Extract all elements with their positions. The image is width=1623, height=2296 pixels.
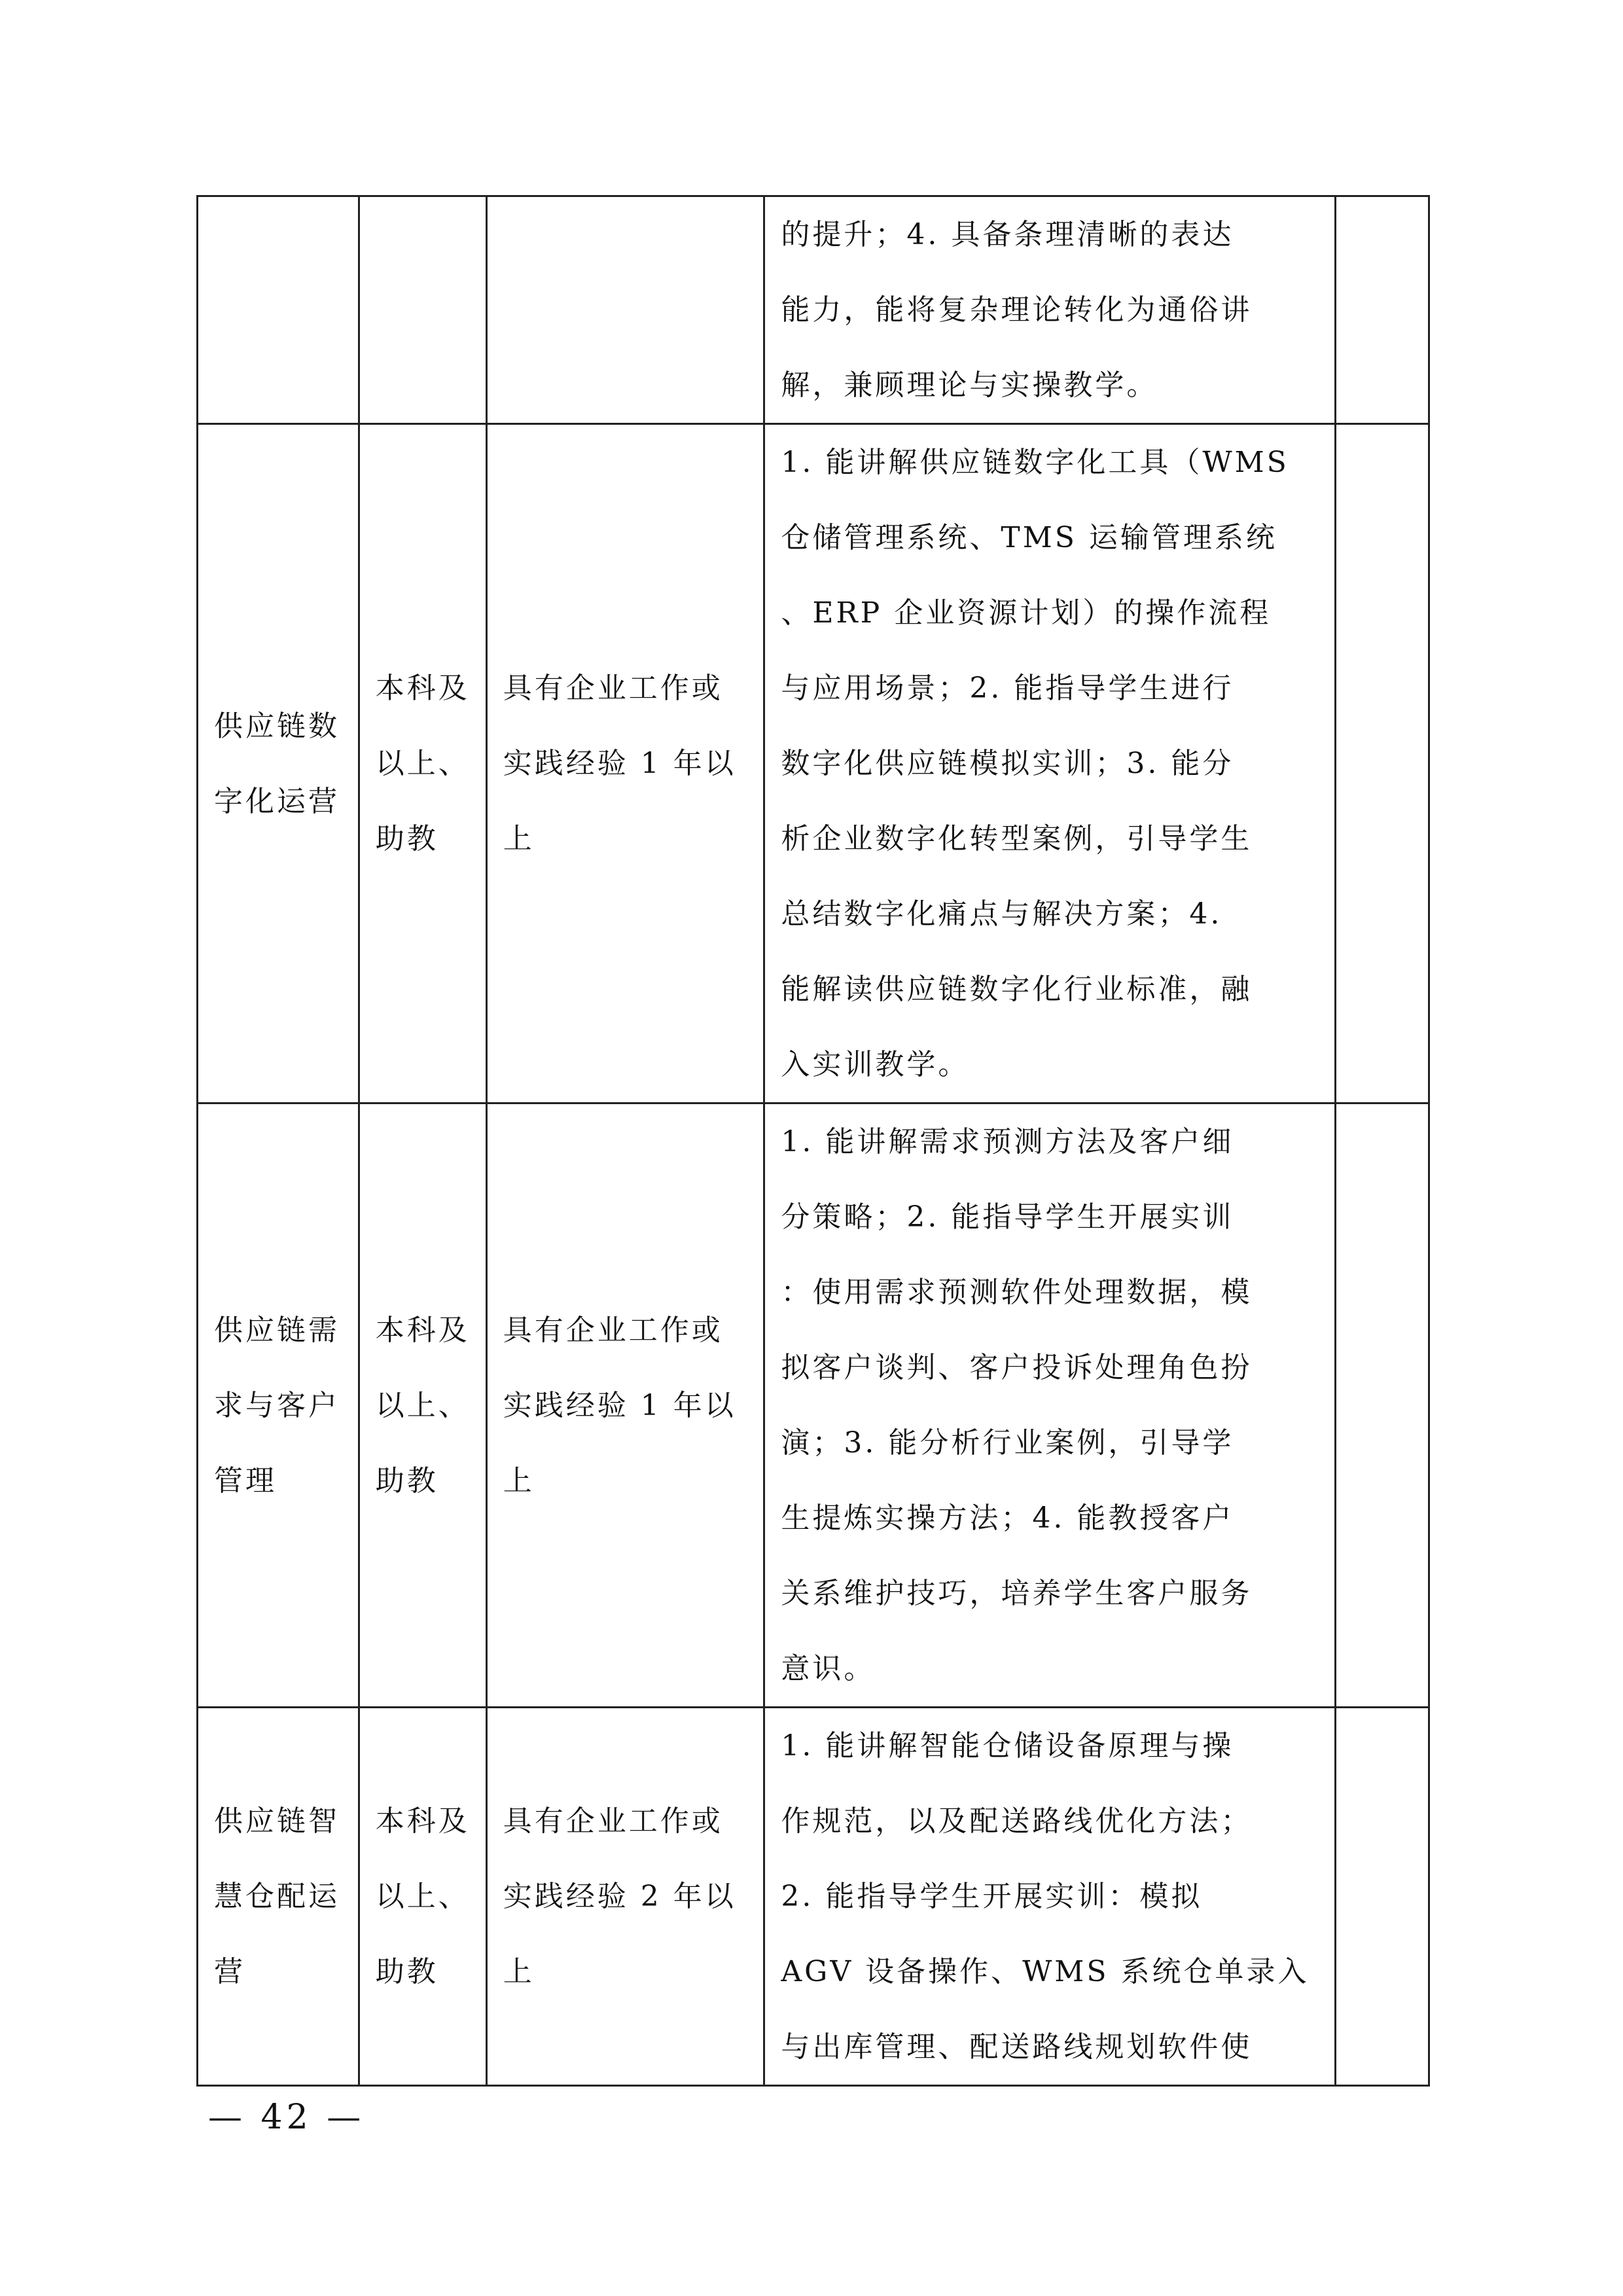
category-cell [198,1708,359,2086]
cell-text-line: 与应用场景；2. 能指导学生进行 [781,672,1234,705]
education-cell [359,424,486,1103]
cell-text-line: 2. 能指导学生开展实训：模拟 [781,1880,1203,1913]
cell-text-line: 与出库管理、配送路线规划软件使 [781,2030,1253,2064]
category-cell [198,424,359,1103]
cell-text-line: 以上、 [375,747,470,780]
table-row [198,1708,1429,2086]
education-cell [359,196,486,424]
experience-cell [486,424,764,1103]
cell-text-line: 管理 [214,1463,277,1498]
cell-text-line: 生提炼实操方法；4. 能教授客户 [781,1501,1234,1535]
requirements-table [196,195,1430,2087]
cell-text-line: 演；3. 能分析行业案例，引导学 [781,1426,1234,1460]
cell-text-line: 以上、 [375,1388,470,1422]
cell-text-line: 数字化供应链模拟实训；3. 能分 [781,747,1234,780]
cell-text-line: 实践经验 1 年以 [503,1388,736,1422]
cell-text-line: 本科及 [375,1804,470,1838]
cell-text-line: 实践经验 1 年以 [503,747,736,780]
page-number: — 42 — [208,2098,365,2137]
cell-text-line: 供应链智 [214,1804,340,1838]
category-cell [198,196,359,424]
cell-text-line: 仓储管理系统、TMS 运输管理系统 [781,521,1277,554]
cell-text-line: 析企业数字化转型案例，引导学生 [781,822,1253,855]
cell-text-line: 助教 [375,822,438,855]
cell-text-line: 意识。 [781,1652,876,1685]
cell-text-line: 总结数字化痛点与解决方案；4. [781,897,1222,931]
cell-text-line: 以上、 [375,1880,470,1913]
cell-text-line: 拟客户谈判、客户投诉处理角色扮 [781,1351,1253,1384]
education-cell [359,1708,486,2086]
cell-text-line: 能力，能将复杂理论转化为通俗讲 [781,293,1253,327]
cell-text-line: 解，兼顾理论与实操教学。 [781,368,1158,402]
cell-text-line: 实践经验 2 年以 [503,1880,736,1913]
cell-text-line: 营 [214,1955,245,1988]
education-cell [359,1103,486,1708]
cell-text-line: 供应链数 [214,709,340,743]
cell-text-line: 作规范，以及配送路线优化方法； [781,1804,1253,1838]
cell-text-line: ：使用需求预测软件处理数据，模 [781,1276,1253,1309]
table-row [198,424,1429,1103]
requirements-cell [764,424,1335,1103]
cell-text-line: 具有企业工作或 [503,1804,723,1838]
cell-text-line: 分策略；2. 能指导学生开展实训 [781,1200,1234,1234]
requirements-cell [764,1708,1335,2086]
cell-text-line: 助教 [375,1955,438,1988]
experience-cell [486,1708,764,2086]
cell-text-line: 的提升；4. 具备条理清晰的表达 [781,218,1234,251]
cell-text-line: 具有企业工作或 [503,1313,723,1347]
cell-text-line: 上 [503,822,535,855]
cell-text-line: AGV 设备操作、WMS 系统仓单录入 [781,1955,1310,1988]
cell-text-line: 慧仓配运 [214,1880,340,1913]
cell-text-line: 能解读供应链数字化行业标准，融 [781,973,1253,1006]
requirements-cell [764,196,1335,424]
cell-text-line: 助教 [375,1463,438,1498]
note-cell [1335,196,1429,424]
table-row [198,196,1429,424]
cell-text-line: 上 [503,1955,535,1988]
cell-text-line: 供应链需 [214,1313,340,1347]
cell-text-line: 1. 能讲解供应链数字化工具（WMS [781,446,1289,479]
cell-text-line: 字化运营 [214,784,340,818]
cell-text-line: 具有企业工作或 [503,672,723,705]
note-cell [1335,424,1429,1103]
note-cell [1335,1708,1429,2086]
cell-text-line: 入实训教学。 [781,1048,970,1081]
cell-text-line: 本科及 [375,1313,470,1347]
requirements-cell [764,1103,1335,1708]
experience-cell [486,1103,764,1708]
cell-text-line: 上 [503,1463,535,1498]
cell-text-line: 本科及 [375,672,470,705]
cell-text-line: 、ERP 企业资源计划）的操作流程 [781,596,1272,630]
experience-cell [486,196,764,424]
cell-text-line: 关系维护技巧，培养学生客户服务 [781,1577,1253,1610]
table-row [198,1103,1429,1708]
cell-text-line: 1. 能讲解智能仓储设备原理与操 [781,1729,1234,1763]
cell-text-line: 1. 能讲解需求预测方法及客户细 [781,1125,1234,1158]
cell-text-line: 求与客户 [214,1388,340,1422]
category-cell [198,1103,359,1708]
note-cell [1335,1103,1429,1708]
